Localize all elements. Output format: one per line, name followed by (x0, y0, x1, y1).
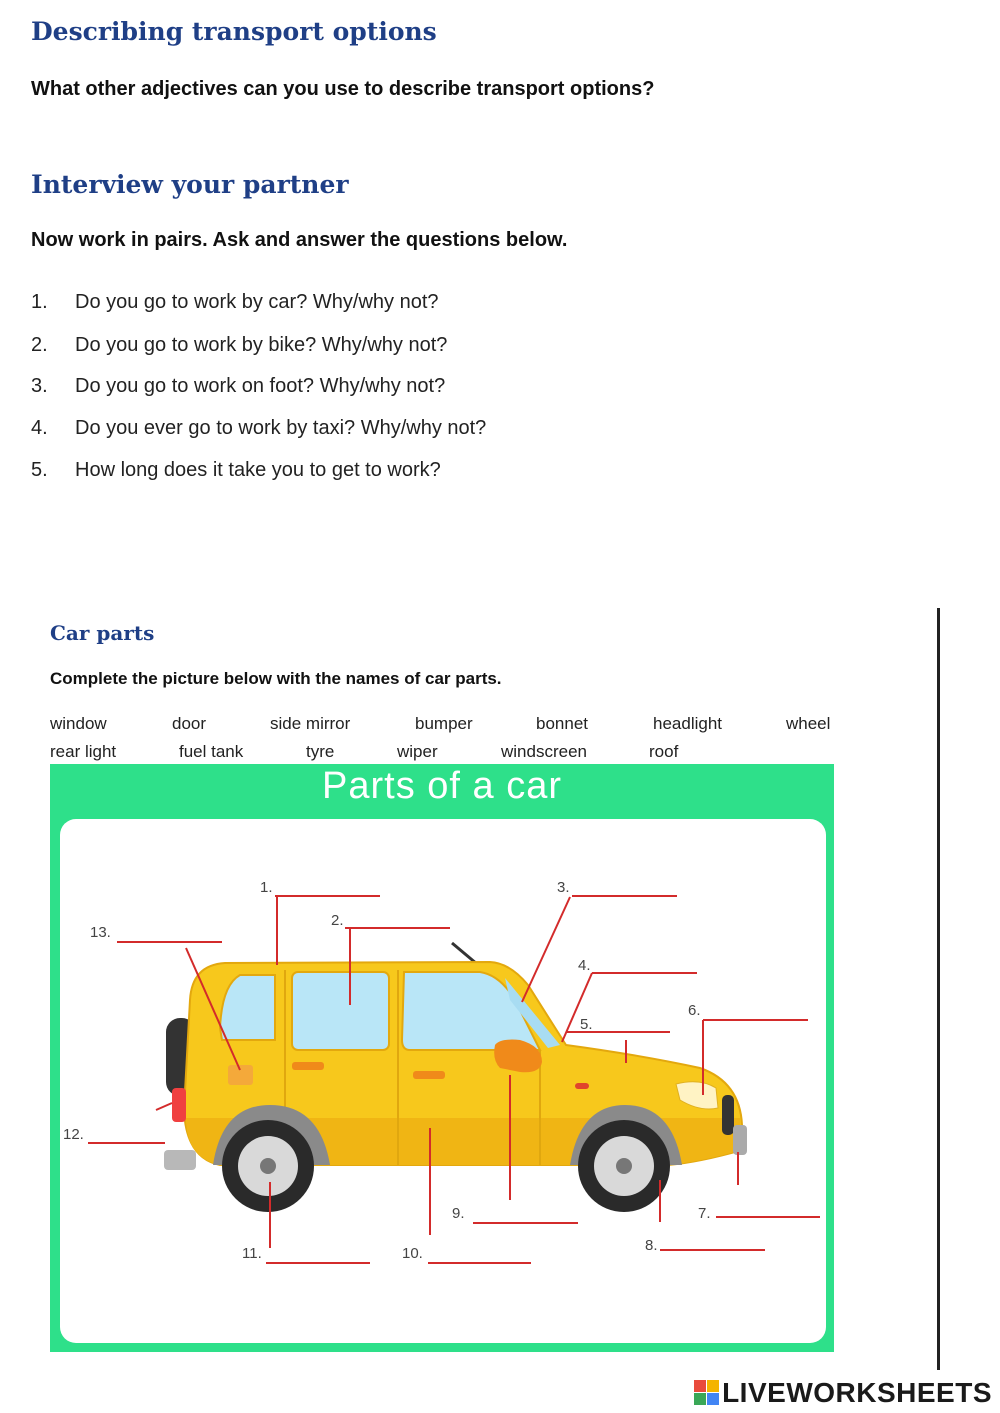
question-text: Do you go to work by bike? Why/why not? (75, 334, 448, 356)
question-text: Do you ever go to work by taxi? Why/why not? (75, 417, 487, 439)
question-number: 5. (31, 459, 48, 481)
question-text: Do you go to work by car? Why/why not? (75, 291, 439, 313)
label-1: 1. (260, 879, 273, 896)
indicator-light (575, 1083, 589, 1089)
door-handle (413, 1071, 445, 1079)
rear-wheel (222, 1120, 314, 1212)
word-bank-item: side mirror (270, 714, 351, 733)
label-13: 13. (90, 924, 111, 941)
word-bank-item: roof (649, 742, 679, 761)
grille (722, 1095, 734, 1135)
rear-light (172, 1088, 186, 1122)
label-2: 2. (331, 912, 344, 929)
question-number: 1. (31, 291, 48, 313)
word-bank-item: window (50, 714, 107, 733)
question-text: Do you go to work on foot? Why/why not? (75, 375, 446, 397)
question-text: How long does it take you to get to work? (75, 459, 441, 481)
word-bank-item: rear light (50, 742, 117, 761)
word-bank-item: bumper (415, 714, 473, 733)
fuel-tank (228, 1065, 253, 1085)
label-11: 11. (242, 1245, 262, 1262)
liveworksheets-logo-icon (694, 1380, 720, 1406)
word-bank-item: tyre (306, 742, 335, 761)
word-bank-item: fuel tank (179, 742, 244, 761)
car-parts-instruction: Complete the picture below with the names of car parts. (50, 669, 502, 688)
interview-instruction: Now work in pairs. Ask and answer the questions below. (31, 229, 568, 251)
question-number: 3. (31, 375, 48, 397)
label-10: 10. (402, 1245, 423, 1262)
question-number: 2. (31, 334, 48, 356)
front-wheel (578, 1120, 670, 1212)
label-8: 8. (645, 1237, 658, 1254)
label-3: 3. (557, 879, 570, 896)
word-bank-item: wheel (786, 714, 831, 733)
side-window (292, 972, 389, 1050)
front-bumper (733, 1125, 747, 1155)
section-title-transport: Describing transport options (31, 17, 437, 46)
label-5: 5. (580, 1016, 593, 1033)
word-bank-item: wiper (397, 742, 438, 761)
exhaust (164, 1150, 196, 1170)
word-bank-item: headlight (653, 714, 723, 733)
label-7: 7. (698, 1205, 711, 1222)
section-title-car-parts: Car parts (50, 621, 155, 645)
poster-title: Parts of a car (322, 765, 562, 807)
word-bank-item: door (172, 714, 207, 733)
label-4: 4. (578, 957, 591, 974)
brand-text: LIVEWORKSHEETS (722, 1377, 992, 1408)
label-9: 9. (452, 1205, 465, 1222)
word-bank-item: bonnet (536, 714, 588, 733)
label-12: 12. (63, 1126, 84, 1143)
door-handle (292, 1062, 324, 1070)
label-6: 6. (688, 1002, 701, 1019)
liveworksheets-brand (694, 1376, 992, 1410)
section-title-interview: Interview your partner (31, 170, 349, 199)
question-number: 4. (31, 417, 48, 439)
adjectives-question: What other adjectives can you use to describe transport options? (31, 78, 655, 100)
word-bank-item: windscreen (501, 742, 587, 761)
